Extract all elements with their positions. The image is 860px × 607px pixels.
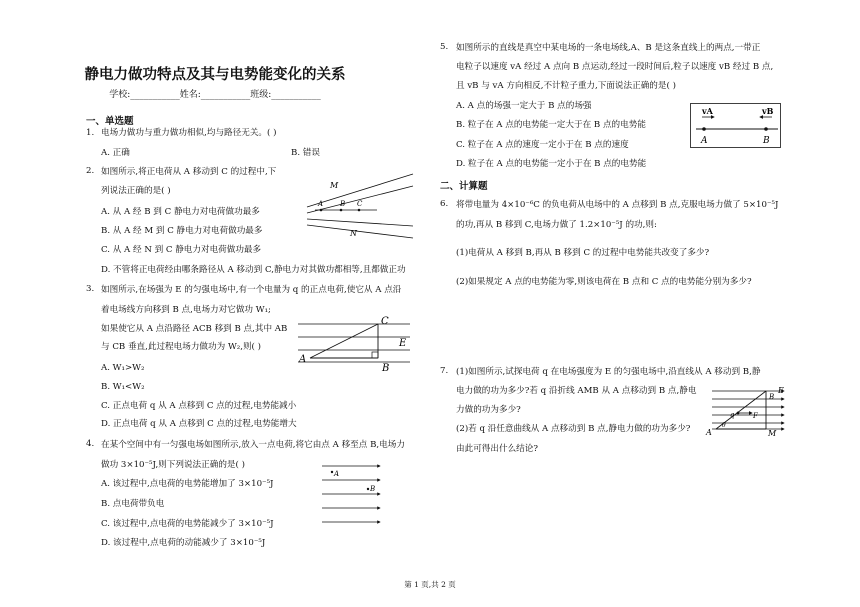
q5-option-b: B. 粒子在 A 点的电势能一定大于在 B 点的电势能 [456,120,646,130]
q2-fig-label-b: B [340,200,346,208]
q7-line4: (2)若 q 沿任意曲线从 A 点移动到 B 点,静电力做的功为多少? [456,424,691,434]
q2-fig-label-c: C [357,200,363,208]
q3-fig-label-e: E [399,338,407,349]
q4-fig-label-b: B [370,485,376,493]
q7-line5: 由此可得出什么结论? [456,444,538,454]
q5-option-d: D. 粒子在 A 点的电势能一定小于在 B 点的电势能 [456,159,647,169]
q5-line3: 且 vB 与 vA 方向相反,不计粒子重力,下面说法正确的是( ) [456,81,676,91]
section-heading-calculation: 二、计算题 [440,181,488,192]
q7-number: 7. [440,366,449,376]
q7-line1: (1)如图所示,试探电荷 q 在电场强度为 E 的匀强电场中,沿直线从 A 移动到 B,静 [456,367,761,377]
q3-option-b: B. W₁<W₂ [101,382,145,392]
q4-line2: 做功 3×10⁻⁵J,则下列说法正确的是( ) [101,460,245,470]
q3-line3: 如果使它从 A 点沿路径 ACB 移到 B 点,其中 AB [101,324,288,334]
q5-option-a: A. A 点的场强一定大于 B 点的场强 [456,101,592,111]
q2-option-d: D. 不管将正电荷经由哪条路径从 A 移动到 C,静电力对其做功都相等,且都做正功 [101,265,406,275]
q5-fig-label-a: A [701,136,708,146]
q5-line2: 电粒子以速度 vA 经过 A 点向 B 点运动,经过一段时间后,粒子以速度 vB 经过 B 点, [456,62,774,72]
q3-fig-label-a: A [299,354,307,365]
q3-line1: 如图所示,在场强为 E 的匀强电场中,有一个电量为 q 的正点电荷,使它从 A 点沿 [101,285,402,295]
q1-option-b: B. 错误 [291,148,320,158]
q6-part1: (1)电荷从 A 移到 B,再从 B 移到 C 的过程中电势能共改变了多少? [456,248,710,258]
q7-fig-label-theta: θ [722,422,726,429]
q7-line2: 电力做的功为多少?若 q 沿折线 AMB 从 A 点移动到 B 点,静电 [456,386,697,396]
q1-stem: 电场力做功与重力做功相似,均与路径无关。( ) [101,128,277,138]
q4-option-b: B. 点电荷带负电 [101,499,165,509]
q6-line1: 将带电量为 4×10⁻⁶C 的负电荷从电场中的 A 点移到 B 点,克服电场力做了 5×10⁻⁵J [456,200,779,210]
q7-fig-label-a: A [706,428,712,437]
q4-option-d: D. 该过程中,点电荷的动能减少了 3×10⁻⁵J [101,538,266,548]
q1-number: 1. [86,128,95,138]
q2-stem-line2: 列说法正确的是( ) [101,186,171,196]
q3-line4: 与 CB 垂直,此过程电场力做功为 W₂,则( ) [101,342,261,352]
q5-line1: 如图所示的直线是真空中某电场的一条电场线,A、B 是这条直线上的两点,一带正 [456,43,761,53]
q4-figure [318,458,388,536]
q2-fig-label-n: N [350,229,357,238]
q2-stem-line1: 如图所示,将正电荷从 A 移动到 C 的过程中,下 [101,167,277,177]
q2-option-a: A. 从 A 经 B 到 C 静电力对电荷做功最多 [101,207,260,217]
q6-part2: (2)如果规定 A 点的电势能为零,则该电荷在 B 点和 C 点的电势能分别为多少? [456,277,752,287]
q4-number: 4. [86,439,95,449]
q5-figure [690,103,782,149]
q2-option-c: C. 从 A 经 N 到 C 静电力对电荷做功最多 [101,245,262,255]
q7-fig-label-m: M [768,429,777,438]
q7-fig-label-b: B [769,393,775,401]
page-title: 静电力做功特点及其与电势能变化的关系 [84,66,346,83]
q2-fig-label-a: A [318,200,324,208]
q2-option-b: B. 从 A 经 M 到 C 静电力对电荷做功最多 [101,226,263,236]
q3-line2: 着电场线方向移到 B 点,电场力对它做功 W₁; [101,305,271,315]
q6-line2: 的功,再从 B 移到 C,电场力做了 1.2×10⁻⁵J 的功,则: [456,220,657,230]
q3-option-a: A. W₁>W₂ [101,363,145,373]
q2-number: 2. [86,166,95,176]
q3-figure [296,310,414,376]
q4-line1: 在某个空间中有一匀强电场如图所示,放入一点电荷,将它由点 A 移至点 B,电场力 [101,440,405,450]
q3-fig-label-c: C [381,316,389,327]
q5-option-c: C. 粒子在 A 点的速度一定小于在 B 点的速度 [456,140,629,150]
q6-number: 6. [440,199,449,209]
q7-fig-label-q: q [730,411,735,419]
q2-figure [305,172,415,242]
page-footer: 第 1 页,共 2 页 [404,580,456,589]
q1-option-a: A. 正确 [101,148,130,158]
q4-option-c: C. 该过程中,点电荷的电势能减少了 3×10⁻⁵J [101,519,274,529]
q4-option-a: A. 该过程中,点电荷的电势能增加了 3×10⁻⁵J [101,479,274,489]
q5-fig-label-b: B [763,136,770,146]
q7-fig-label-e: E [778,386,784,395]
q7-figure [704,383,788,439]
q7-fig-label-f: F [753,412,758,420]
q3-option-c: C. 正点电荷 q 从 A 点移到 C 点的过程,电势能减小 [101,401,297,411]
q5-fig-label-va: vA [702,106,713,116]
q3-number: 3. [86,284,95,294]
q2-fig-label-m: M [330,181,339,190]
q4-fig-label-a: A [334,470,340,478]
q5-number: 5. [440,42,449,52]
q7-line3: 力做的功为多少? [456,405,521,415]
q5-fig-label-vb: vB [762,106,774,116]
section-heading-single-choice: 一、单选题 [86,116,134,127]
q3-option-d: D. 正点电荷 q 从 A 点移到 C 点的过程,电势能增大 [101,419,297,429]
q3-fig-label-b: B [382,363,390,374]
student-info-line: 学校:___________姓名:___________班级:___________ [109,90,321,100]
